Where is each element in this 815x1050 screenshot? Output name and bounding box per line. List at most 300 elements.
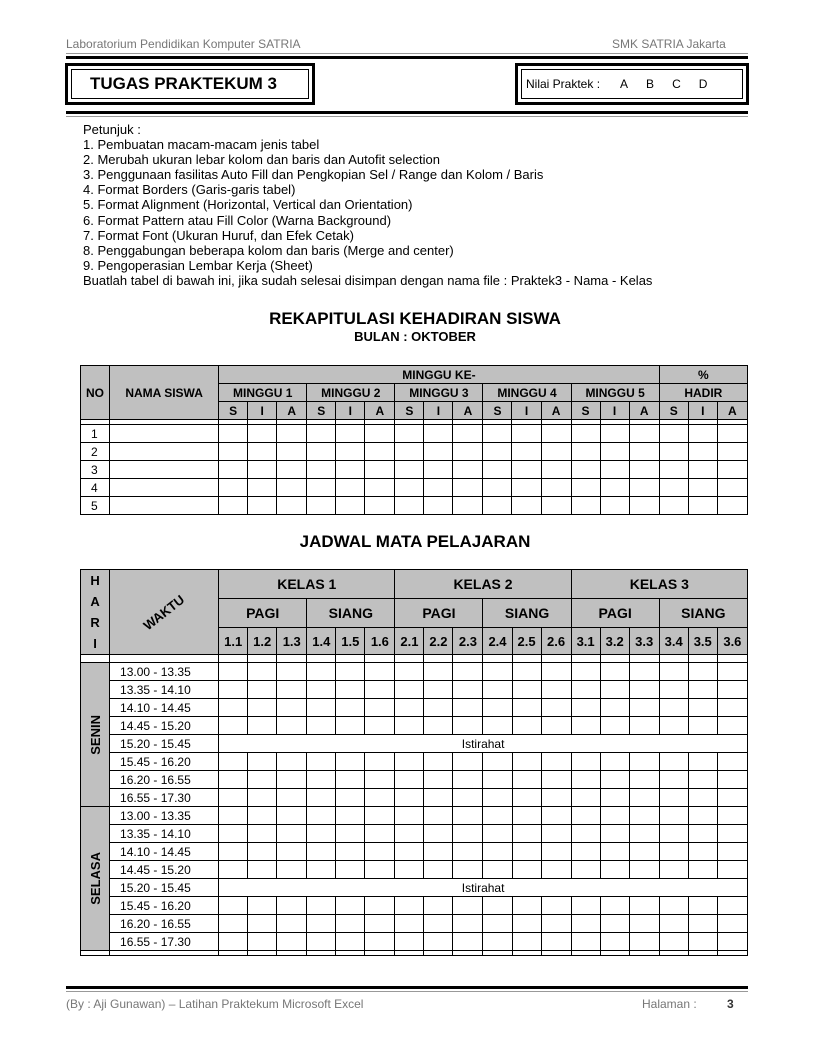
sia-header: I [688,402,717,420]
table-cell [688,655,717,663]
schedule-row [81,699,748,717]
time-slot: 13.35 - 14.10 [110,825,219,843]
table-cell [307,443,336,461]
table-cell [717,789,747,807]
table-cell [629,843,659,861]
table-cell [336,825,365,843]
time-slot: 15.45 - 16.20 [110,897,219,915]
sia-header: I [600,402,629,420]
table-cell [336,443,365,461]
table-cell [248,443,277,461]
instructions-closing: Buatlah tabel di bawah ini, jika sudah selesai disimpan dengan nama file : Praktek3 - Nama - Kelas [83,272,653,288]
session-header: 2.6 [541,628,571,655]
sia-header: A [541,402,571,420]
table-cell [717,497,747,515]
instruction-item: 5. Format Alignment (Horizontal, Vertical dan Orientation) [83,197,413,213]
table-cell [483,951,512,956]
table-cell [336,807,365,825]
table-cell [629,461,659,479]
sia-header: I [248,402,277,420]
table-cell [110,425,219,443]
table-cell [424,699,453,717]
table-row [81,425,748,443]
sia-header: I [512,402,541,420]
page-title: TUGAS PRAKTEKUM 3 [71,69,309,99]
sia-header: I [336,402,365,420]
instruction-item: 7. Format Font (Ukuran Huruf, dan Efek Cetak) [83,227,354,243]
table-cell [629,479,659,497]
table-cell [512,497,541,515]
table-cell [110,461,219,479]
hari-letter: R [90,615,100,630]
table-cell [688,771,717,789]
schedule-row [81,771,748,789]
table-cell [110,497,219,515]
schedule-row [81,753,748,771]
table-cell [248,915,277,933]
table-cell [483,663,512,681]
table-cell [336,897,365,915]
table-cell [307,681,336,699]
table-cell [659,771,688,789]
table-cell [424,807,453,825]
table-cell [659,861,688,879]
sia-header: A [717,402,747,420]
time-slot: 16.20 - 16.55 [110,771,219,789]
table-cell [395,497,424,515]
table-cell [541,771,571,789]
session-header: 2.1 [395,628,424,655]
table-cell [277,843,307,861]
table-cell [219,655,248,663]
table-cell [688,717,717,735]
table-cell [336,497,365,515]
footer-rule-thin [66,991,748,992]
table-cell [277,825,307,843]
table-cell [688,843,717,861]
table-cell [600,443,629,461]
table-cell [483,497,512,515]
week-header: MINGGU 4 [483,384,571,402]
session-header: 1.6 [365,628,395,655]
table-cell [277,789,307,807]
table-cell [688,461,717,479]
table-cell [365,717,395,735]
table-cell [512,461,541,479]
time-slot: 15.45 - 16.20 [110,753,219,771]
table-cell [600,825,629,843]
table-cell [424,753,453,771]
schedule-row [81,663,748,681]
instruction-item: 6. Format Pattern atau Fill Color (Warna Background) [83,212,392,228]
table-cell [248,843,277,861]
table-cell [483,425,512,443]
table-cell [483,699,512,717]
table-cell [365,681,395,699]
table-cell [453,771,483,789]
table-cell [453,663,483,681]
table-cell [688,681,717,699]
table-cell [219,771,248,789]
table-cell [219,479,248,497]
session-header: 1.1 [219,628,248,655]
table-cell [453,789,483,807]
table-cell [541,663,571,681]
table-cell [424,663,453,681]
table-cell [365,655,395,663]
table-cell [571,915,600,933]
table-cell [629,771,659,789]
time-slot: 16.20 - 16.55 [110,915,219,933]
table1-title: REKAPITULASI KEHADIRAN SISWA [269,309,561,328]
footer-page-label: Halaman : [642,997,697,1011]
istirahat-cell: Istirahat [219,879,748,897]
time-slot: 14.10 - 14.45 [110,699,219,717]
table-cell [571,789,600,807]
table-cell [629,861,659,879]
table-row [81,479,748,497]
table-cell [629,681,659,699]
table-cell [219,951,248,956]
time-slot: 13.00 - 13.35 [110,807,219,825]
table-cell [688,497,717,515]
grade-b: B [646,77,655,91]
session-header: 1.2 [248,628,277,655]
table-cell [248,681,277,699]
table-cell [629,897,659,915]
table-cell [512,915,541,933]
table-cell [453,717,483,735]
table-cell [365,443,395,461]
table-cell [717,655,747,663]
table-cell [483,771,512,789]
session-header: 1.4 [307,628,336,655]
session-header: 3.3 [629,628,659,655]
table-cell [424,461,453,479]
title-box [65,63,315,105]
table-cell [659,717,688,735]
table-cell [600,861,629,879]
time-slot: 14.45 - 15.20 [110,861,219,879]
table-cell [395,861,424,879]
table-cell [512,699,541,717]
table-cell [453,699,483,717]
table-cell [248,897,277,915]
table-cell [277,699,307,717]
table-cell [277,425,307,443]
table-cell [600,461,629,479]
table-cell [219,789,248,807]
table-cell [541,497,571,515]
table-cell [688,807,717,825]
table-cell [600,897,629,915]
table-cell [659,479,688,497]
table-cell [571,753,600,771]
table-cell [424,655,453,663]
table-cell [395,807,424,825]
table-cell [395,699,424,717]
table-cell [395,843,424,861]
table-cell [307,897,336,915]
table-cell [659,663,688,681]
table-cell [571,425,600,443]
table-cell [659,461,688,479]
table-cell [571,771,600,789]
table-cell [688,861,717,879]
table-cell [365,699,395,717]
table-cell [483,807,512,825]
table-cell [336,753,365,771]
col-percent: % [659,366,747,384]
table-cell [248,717,277,735]
table-cell [395,663,424,681]
session-header: 3.2 [600,628,629,655]
table-cell [688,933,717,951]
table-end-row [81,951,748,956]
table-cell [512,897,541,915]
table-cell [571,699,600,717]
schedule-row [81,897,748,915]
table-cell [336,681,365,699]
col-kelas-1: KELAS 1 [219,570,395,599]
grade-a: A [620,77,629,91]
table-cell [248,479,277,497]
header-rule-thin [66,53,748,54]
table-cell [688,753,717,771]
table-cell [336,771,365,789]
table-cell [110,479,219,497]
nilai-label: Nilai Praktek : [526,77,601,91]
table-cell [248,655,277,663]
table-cell [365,843,395,861]
time-slot: 15.20 - 15.45 [110,879,219,897]
table-cell [629,825,659,843]
table-cell [365,807,395,825]
table-cell [717,915,747,933]
schedule-row [81,879,748,897]
hari-letter: H [90,573,100,588]
table-cell [512,655,541,663]
table-cell [541,681,571,699]
instructions [83,122,652,288]
table-cell [453,897,483,915]
table-cell [424,951,453,956]
table-cell [659,897,688,915]
session-header: 2.2 [424,628,453,655]
time-slot: 13.35 - 14.10 [110,681,219,699]
table-cell [219,699,248,717]
col-pagi: PAGI [219,599,307,628]
table-cell [307,771,336,789]
waktu-label: WAKTU [140,591,188,634]
table-cell [307,497,336,515]
table-cell [600,699,629,717]
table-cell [688,825,717,843]
table-cell [336,951,365,956]
table-cell [219,753,248,771]
session-header: 2.5 [512,628,541,655]
table-cell [336,425,365,443]
table-cell [717,825,747,843]
table-cell [541,425,571,443]
table-cell [424,843,453,861]
table-cell [688,479,717,497]
table-cell [248,933,277,951]
sia-header: A [453,402,483,420]
table-cell [717,461,747,479]
table-cell [717,807,747,825]
table-cell [365,425,395,443]
session-header: 1.3 [277,628,307,655]
grade-d: D [698,77,708,91]
table-cell [600,933,629,951]
col-nama-siswa: NAMA SISWA [110,366,219,420]
table-cell [307,825,336,843]
schedule-row [81,915,748,933]
session-header: 3.5 [688,628,717,655]
day-name: SENIN [87,714,103,755]
table-cell [600,425,629,443]
table-cell [541,479,571,497]
schedule-row [81,789,748,807]
table-cell [541,807,571,825]
table-cell [659,789,688,807]
table-cell [424,897,453,915]
table-cell [365,461,395,479]
table-cell [541,461,571,479]
table-cell [541,443,571,461]
table-cell [717,843,747,861]
table-cell [336,663,365,681]
table-cell [717,897,747,915]
table-cell [395,897,424,915]
table-cell [688,951,717,956]
table-cell [365,771,395,789]
table-cell [277,915,307,933]
table-cell [395,771,424,789]
table-cell [571,479,600,497]
table-cell [424,915,453,933]
table-cell [336,933,365,951]
table-cell [453,825,483,843]
table-cell [395,479,424,497]
table-cell [365,479,395,497]
col-pagi: PAGI [395,599,483,628]
table-cell [336,861,365,879]
table-cell [512,717,541,735]
table-cell [365,663,395,681]
table-cell [219,807,248,825]
table-cell [365,789,395,807]
table-cell [424,933,453,951]
table-cell [453,861,483,879]
table-cell [277,951,307,956]
table-cell [277,717,307,735]
table-cell [483,789,512,807]
table-cell [541,897,571,915]
table-cell [110,951,219,956]
schedule-row [81,825,748,843]
week-header: MINGGU 5 [571,384,659,402]
table-cell [219,915,248,933]
table-cell [365,861,395,879]
col-kelas-3: KELAS 3 [571,570,747,599]
table-cell [717,933,747,951]
table-cell [219,425,248,443]
table-cell [571,951,600,956]
table-cell [248,497,277,515]
table-cell [336,461,365,479]
table-cell [659,951,688,956]
table-cell [248,461,277,479]
col-hadir: HADIR [659,384,747,402]
col-siang: SIANG [483,599,571,628]
col-siang: SIANG [659,599,747,628]
table-cell [277,681,307,699]
table-cell [541,717,571,735]
table-cell [248,663,277,681]
table-cell [688,699,717,717]
schedule-row [81,933,748,951]
table-cell [512,753,541,771]
table-cell [629,951,659,956]
table-cell [688,897,717,915]
table-cell [541,915,571,933]
table-cell [600,843,629,861]
instruction-item: 3. Penggunaan fasilitas Auto Fill dan Pengkopian Sel / Range dan Kolom / Baris [83,167,544,183]
table-cell [277,807,307,825]
table-cell [571,461,600,479]
table-cell [395,933,424,951]
table-cell [424,861,453,879]
table-cell [424,717,453,735]
table-cell [336,717,365,735]
table-cell [395,655,424,663]
table-cell [336,655,365,663]
table-cell [307,425,336,443]
table-cell [219,897,248,915]
table-cell [659,443,688,461]
table-cell [483,753,512,771]
table-cell [395,753,424,771]
hari-letter: I [93,636,97,651]
col-pagi: PAGI [571,599,659,628]
table-cell [395,461,424,479]
table-cell [571,807,600,825]
table-cell [219,861,248,879]
istirahat-cell: Istirahat [219,735,748,753]
table-cell [688,789,717,807]
schedule-row [81,735,748,753]
table-cell [365,933,395,951]
day-cell [81,807,110,951]
table-cell [483,655,512,663]
table-cell [395,915,424,933]
table-cell [629,915,659,933]
table-cell [424,681,453,699]
row-number: 2 [81,443,110,461]
session-header: 3.4 [659,628,688,655]
time-slot: 16.55 - 17.30 [110,789,219,807]
table-cell [571,497,600,515]
table-cell [365,753,395,771]
time-slot: 15.20 - 15.45 [110,735,219,753]
table-cell [110,443,219,461]
table-cell [600,753,629,771]
table-cell [365,951,395,956]
table-cell [395,425,424,443]
table-cell [659,655,688,663]
